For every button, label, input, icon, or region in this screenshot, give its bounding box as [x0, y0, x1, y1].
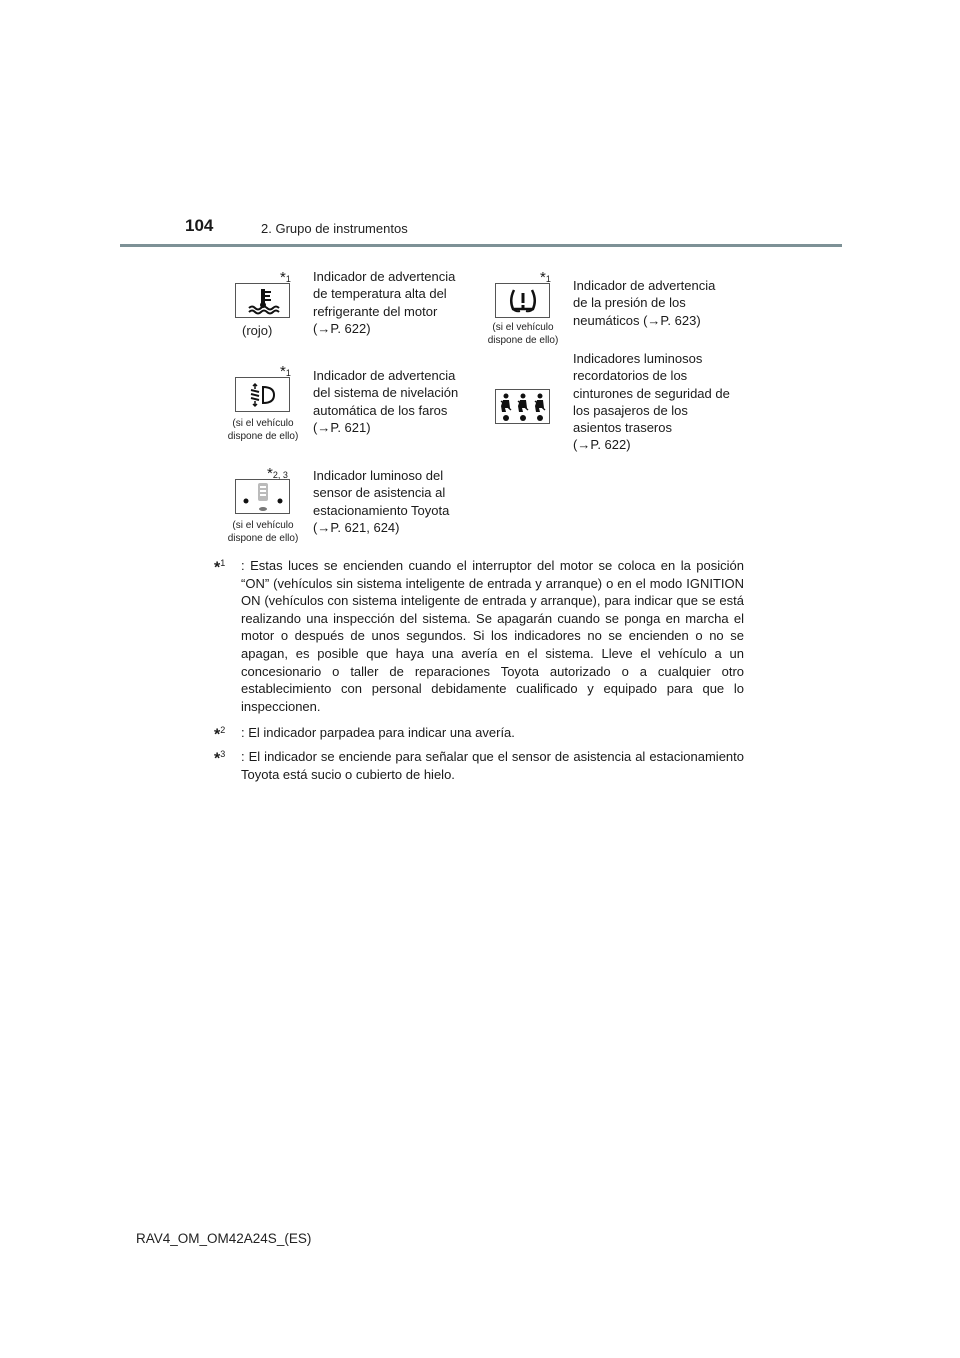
indicator-mark: *1: [280, 269, 291, 286]
indicator-mark: *1: [280, 363, 291, 380]
indicator-description: Indicador luminoso del sensor de asistencia al estacionamiento Toyota (→P. 621, 624): [313, 468, 450, 535]
indicator-description: Indicadores luminosos recordatorios de los cinturones de seguridad de los pasajeros de los asientos traseros (→P. 622): [573, 351, 730, 453]
headlight-leveling-icon: [235, 377, 290, 412]
footnote-mark: *$^2$: [214, 725, 226, 744]
rear-seatbelt-reminder-icon: [495, 389, 550, 424]
indicator-description: Indicador de advertencia de la presión de los neumáticos (→P. 623): [573, 278, 716, 328]
indicator-tire-pressure: [487, 269, 559, 346]
footnote-3: *$^3$ : El indicador se enciende para señalar que el sensor de asistencia al estacionamiento Toyota está sucio o cubierto de hielo.: [214, 748, 744, 783]
page-number: 104: [185, 216, 214, 235]
condition-label: (rojo): [242, 323, 273, 338]
indicator-mark: *2, 3: [267, 465, 288, 482]
header-rule: [120, 244, 842, 247]
footnote-mark: *$^3$: [214, 749, 226, 768]
indicator-rear-seatbelt: [495, 389, 555, 429]
indicator-headlight-leveling: [227, 363, 299, 442]
parking-sensor-icon: [235, 479, 290, 514]
footnote-2: *$^2$ : El indicador parpadea para indicar una avería.: [214, 724, 744, 742]
indicator-coolant-temp: [235, 269, 295, 338]
condition-label: (si el vehículo dispone de ello): [487, 322, 559, 346]
tire-pressure-icon: [495, 283, 550, 318]
indicator-mark: *1: [540, 269, 551, 286]
document-code: RAV4_OM_OM42A24S_(ES): [136, 1231, 312, 1246]
footnote-1: *$^1$ : Estas luces se encienden cuando el interruptor del motor se coloca en la posición “ON” (vehículos sin sistema inteligente de entrada y arranque) o en el modo IGNITION ON (vehículos con sistema inteligente de entrada y arranque), para indicar que se está realizando una inspección del sistema. Se apagarán cuando se ponga en marcha el motor o después de unos segundos. Si los indicadores no se encienden o no se apagan, es posible que haya una avería en el sistema. Lleve el vehículo a un concesionario o taller de reparaciones Toyota autorizado o a cualquier otro establecimiento con personal debidamente cualificado y equipado para que lo inspeccionen.: [214, 557, 744, 715]
indicator-description: Indicador de advertencia del sistema de nivelación automática de los faros (→P. 621): [313, 368, 459, 435]
indicator-parking-sensor: [227, 465, 299, 544]
condition-label: (si el vehículo dispone de ello): [227, 418, 299, 442]
condition-label: (si el vehículo dispone de ello): [227, 520, 299, 544]
chapter-title: 2. Grupo de instrumentos: [261, 221, 408, 236]
indicator-description: Indicador de advertencia de temperatura alta del refrigerante del motor (→P. 622): [313, 269, 456, 336]
coolant-temperature-icon: [235, 283, 290, 318]
footnote-mark: *$^1$: [214, 558, 226, 577]
